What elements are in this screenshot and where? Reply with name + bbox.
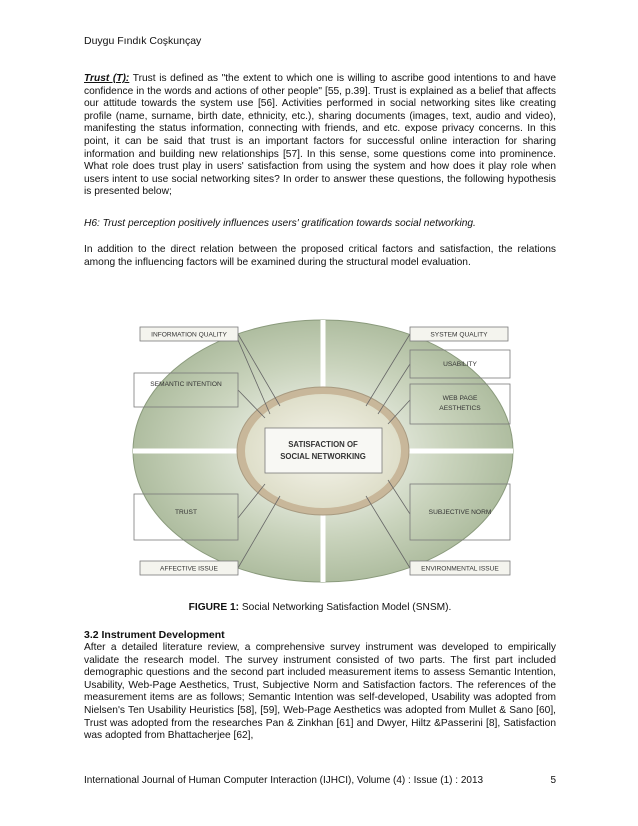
center-label-1: SATISFACTION OF [288, 440, 358, 449]
relation-paragraph: In addition to the direct relation between the proposed critical factors and satisfaction, the relations among the influencing factors will be examined during the structural model evaluation. [84, 244, 556, 268]
figure-caption [84, 602, 556, 613]
caption-label: FIGURE 1: [188, 602, 240, 613]
trust-body: Trust is defined as "the extent to which one is willing to ascribe good intentions to and have confidence in the words and actions of other people" [55, p.39]. Trust is explained as a belief that affects our attitude towards the system use [56]. Activities performed in social networking sites like creating profile (name, surname, birth date, ethnicity, etc.), sharing documents (images, text, audio and video), manifesting the status information, connecting with friends, and etc. expose privacy concerns. In this point, it can be said that trust is an important factors for successful online interaction for sharing information and building new relationships [57]. In this sense, some questions come into prominence. What role does trust play in users' satisfaction from using the system and how does it play role when users intent to use social networking sites? In order to answer these questions, the following hypothesis is presented below; [84, 73, 557, 198]
semantic-intention-label: SEMANTIC INTENTION [150, 381, 222, 388]
section-title: 3.2 Instrument Development [84, 629, 225, 641]
hypothesis-h6: H6: Trust perception positively influences users' gratification towards social networking. [84, 218, 476, 229]
trust-paragraph [84, 73, 556, 199]
environmental-issue-label: ENVIRONMENTAL ISSUE [421, 565, 499, 573]
info-quality-label: INFORMATION QUALITY [151, 331, 227, 339]
footer-journal: International Journal of Human Computer Interaction (IJHCI), Volume (4) : Issue (1) : 2013 [84, 775, 484, 786]
system-quality-label: SYSTEM QUALITY [430, 331, 488, 339]
page-footer [84, 775, 556, 786]
caption-text: Social Networking Satisfaction Model (SNSM). [239, 602, 452, 613]
trust-label: TRUST [175, 509, 197, 516]
running-header: Duygu Fındık Coşkunçay [84, 35, 202, 47]
center-box [265, 428, 382, 473]
web-page-label-1: WEB PAGE [442, 395, 478, 402]
subjective-norm-label: SUBJECTIVE NORM [428, 509, 492, 516]
trust-lead: Trust (T): [84, 73, 130, 84]
center-label-2: SOCIAL NETWORKING [280, 452, 366, 461]
web-page-label-2: AESTHETICS [439, 405, 481, 412]
section-body: After a detailed literature review, a comprehensive survey instrument was developed to empirically validate the research model. The survey instrument consisted of two parts. The first part included demographic questions and the second part included measurement items to assess Semantic Intention, Usability, Web-Page Aesthetics, Trust, Subjective Norm and Satisfaction factors. The references of the measurement items are as follows; Semantic Intention was self-developed, Usability was adopted from Nielsen's Ten Usability Heuristics [58], [59], Web-Page Aesthetics was adopted from Mullet & Sano [60], Trust was adopted from the researches Pan & Zinkhan [61] and Dwyer, Hiltz &Passerini [8], Satisfaction was adopted from Bhattacherjee [62], [84, 642, 556, 742]
affective-issue-label: AFFECTIVE ISSUE [160, 565, 218, 573]
usability-label: USABILITY [443, 361, 477, 368]
page-number: 5 [550, 775, 556, 786]
snsm-figure [130, 318, 516, 584]
